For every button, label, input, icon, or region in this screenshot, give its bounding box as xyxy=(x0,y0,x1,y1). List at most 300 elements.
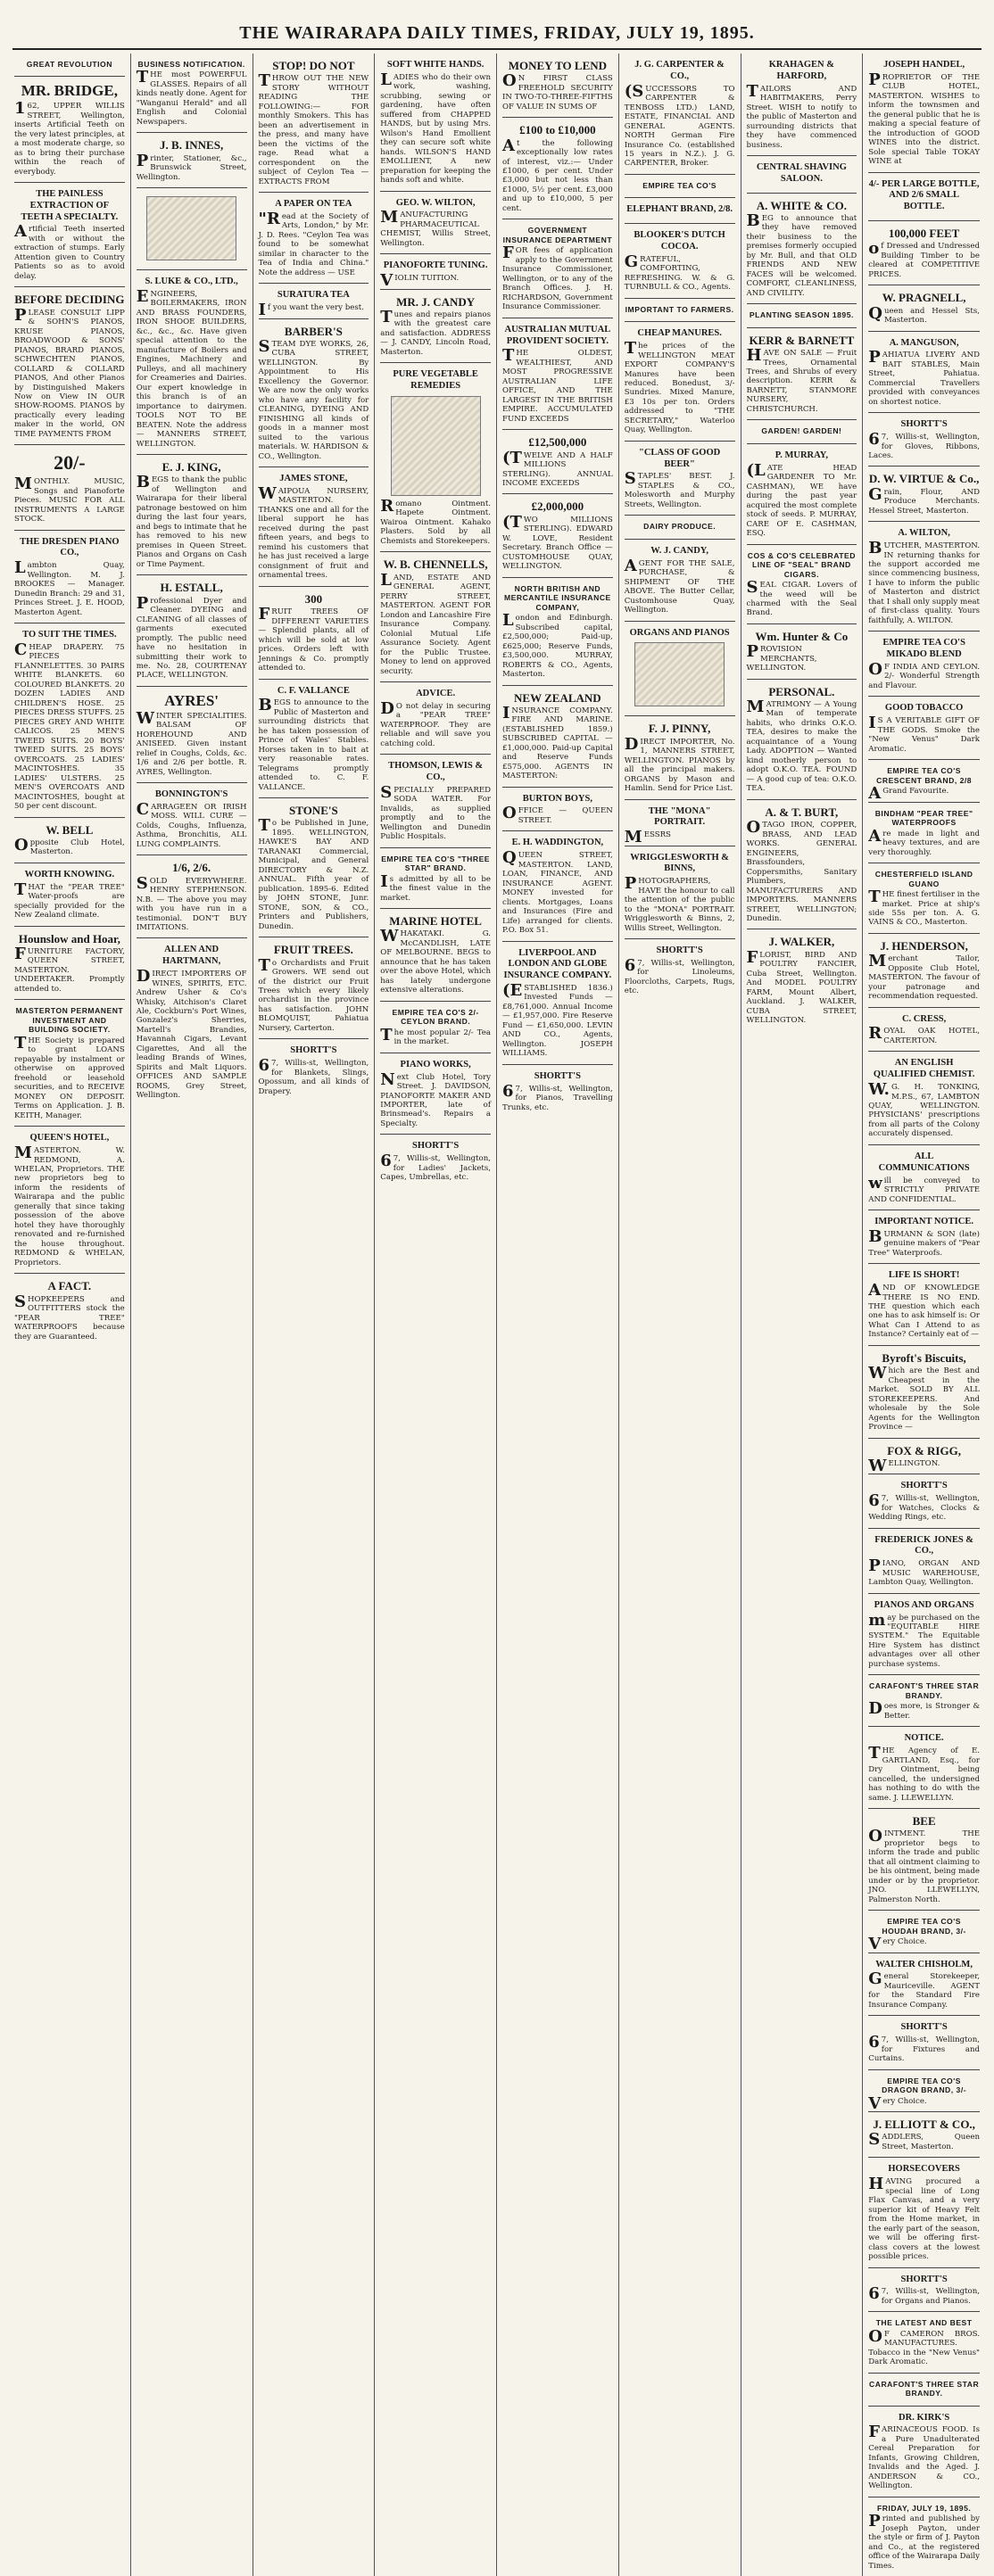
ad-body: HAVING procured a special line of Long Flax Canvas, and a very superior kit of Heavy Felt from the Home market, in the early part of the season, we will be offering first-class covers at the lowest possible prices. xyxy=(868,2175,980,2262)
ad-heading: STONE'S xyxy=(289,804,338,818)
ad-heading: Byroft's Biscuits, xyxy=(882,1350,966,1365)
advertisement xyxy=(625,299,735,322)
ad-heading: IMPORTANT NOTICE. xyxy=(874,1216,973,1226)
advertisement xyxy=(868,54,980,173)
advertisement xyxy=(868,466,980,522)
advertisement xyxy=(868,2268,980,2313)
column-8 xyxy=(863,54,985,2576)
ad-heading: MR. BRIDGE, xyxy=(21,82,118,100)
ad-body: MASTERTON. W. REDMOND, A. WHELAN, Proprietors. THE new proprietors beg to inform the residents of Wairarapa and the public generally that since taking possession of the above hotel they have thoroughly renovated and re-furnished the house throughout. REDMOND & WHELAN, Proprietors. xyxy=(14,1144,125,1267)
ad-body: 162, UPPER WILLIS STREET, Wellington, inserts Artificial Teeth on the very latest principles, at a most moderate charge, so as to bring their purchase within the reach of everybody. xyxy=(14,99,125,177)
advertisement xyxy=(625,846,735,940)
advertisement xyxy=(625,540,735,622)
ad-heading: DR. KIRK'S xyxy=(899,2412,950,2423)
ad-body: FURNITURE FACTORY, QUEEN STREET, MASTERTON. UNDERTAKER. Promptly attended to. xyxy=(14,944,125,994)
ad-heading: KRAHAGEN & HARFORD, xyxy=(768,60,834,81)
advertisement xyxy=(259,193,369,284)
ad-body: W.G. H. TONKING, M.P.S., 67, LAMBTON QUAY, WELLINGTON. PHYSICIANS' prescriptions from all parts of the Colony accurately dispensed. xyxy=(868,1080,980,1139)
advertisement xyxy=(868,2498,980,2576)
ad-heading: £2,000,000 xyxy=(531,500,584,514)
ad-heading: WALTER CHISHOLM, xyxy=(875,1959,973,1969)
ad-body: WAIPOUA NURSERY, MASTERTON. THANKS one and all for the liberal support he has received during the past fifteen years, and begs to remind his customers that he has just received a large consignment of fruit and ornamental trees. xyxy=(258,483,369,581)
ad-heading: AYRES' xyxy=(164,691,220,709)
advertisement xyxy=(502,788,613,832)
ad-heading: CHEAP MANURES. xyxy=(637,328,722,339)
ad-heading: A PAPER ON TEA xyxy=(275,199,352,210)
advertisement xyxy=(868,1474,980,1528)
ad-body: THAT the "PEAR TREE" Water-proofs are specially provided for the New Zealand climate. xyxy=(14,879,125,921)
columns-grid xyxy=(9,54,985,2571)
ad-heading: A. WILTON, xyxy=(898,528,950,539)
ad-body: DIRECT IMPORTER, No. 1, MANNERS STREET, WELLINGTON. PIANOS by all the principal makers. ORGANS by Mason and Hamlin. Send for Price List. xyxy=(624,734,735,794)
ad-body: (TWO MILLIONS STERLING). EDWARD W. LOVE, Resident Secretary. Branch Office — CUSTOMHOUSE QUAY, WELLINGTON. xyxy=(502,512,613,572)
ad-heading: MR. J. CANDY xyxy=(396,294,476,309)
advertisement xyxy=(625,224,735,299)
advertisement xyxy=(14,183,125,287)
ad-heading: JAMES STONE, xyxy=(279,474,348,484)
ad-heading: 1/6, 2/6. xyxy=(172,861,211,875)
ad-body: IS A VERITABLE GIFT OF THE GODS. Smoke the "New Venus" Dark Aromatic. xyxy=(868,714,980,754)
ad-body: will be conveyed to STRICTLY PRIVATE AND CONFIDENTIAL. xyxy=(868,1173,980,1204)
ad-body: CARRAGEEN OR IRISH MOSS. WILL CURE — Colds, Coughs, Influenza, Asthma, Bronchitis, ALL LUNG COMPLAINTS. xyxy=(136,799,247,849)
advertisement xyxy=(259,587,369,680)
advertisement xyxy=(137,455,247,575)
advertisement xyxy=(502,1065,613,1118)
advertisement xyxy=(747,929,857,1030)
advertisement xyxy=(868,1953,980,2017)
engraving-illustration xyxy=(391,396,481,496)
ad-body: LADIES who do their own work, washing, scrubbing, sewing or gardening, have often suffered from CHAPPED HANDS, but by using Mrs. Wilson's Hand Emollient they can secure soft white hands. WILSON'S HAND EMOLLIENT, A new preparation for keeping the hands soft and white. xyxy=(380,70,491,186)
ad-heading: BEFORE DECIDING xyxy=(14,293,125,307)
ad-body: WELLINGTON. xyxy=(868,1456,940,1475)
ad-heading: C. F. VALLANCE xyxy=(277,685,350,696)
ad-heading: AN ENGLISH QUALIFIED CHEMIST. xyxy=(873,1058,975,1080)
ad-heading: STOP! DO NOT xyxy=(272,59,355,72)
advertisement xyxy=(380,755,491,848)
ad-heading: GOOD TOBACCO xyxy=(884,703,964,714)
ad-body: PLEASE CONSULT LIPP & SOHN'S PIANOS, KRUSE PIANOS, BROADWOOD & SONS' PIANOS, BRARD PIANOS, SCHWECHTEN PIANOS, COLLARD & COLLARD PIANOS, And other Pianos by Distinguished Makers Now on View IN OUR SHOW-ROOMS. PIANOS by practically every leading maker in the world, ON TIME PAYMENTS FROM xyxy=(14,305,125,439)
ad-heading: NORTH BRITISH AND MERCANTILE INSURANCE COMPANY, xyxy=(503,583,611,612)
advertisement xyxy=(380,192,491,255)
ad-heading: BEE xyxy=(912,1814,936,1829)
advertisement xyxy=(625,198,735,224)
ad-heading: BONNINGTON'S xyxy=(154,789,228,800)
advertisement xyxy=(14,287,125,445)
advertisement xyxy=(259,937,369,1039)
ad-heading: 100,000 FEET xyxy=(888,227,960,241)
advertisement xyxy=(137,54,247,133)
ad-heading: THOMSON, LEWIS & CO., xyxy=(388,761,484,782)
ad-heading: W. BELL xyxy=(46,822,94,837)
ad-body: SHOPKEEPERS and OUTFITTERS stock the "PEAR TREE" WATERPROOFS because they are Guaranteed. xyxy=(14,1292,125,1342)
advertisement xyxy=(868,1210,980,1264)
advertisement xyxy=(868,2312,980,2373)
ad-body: AGrand Favourite. xyxy=(868,784,949,804)
ad-body: MANUFACTURING PHARMACEUTICAL CHEMIST, Willis Street, Wellington. xyxy=(380,208,491,248)
advertisement xyxy=(14,863,125,927)
ad-body: FARINACEOUS FOOD. Is a Pure Unadulterated Cereal Preparation for Infants, Growing Children, Invalids and the Aged. J. ANDERSON & CO., Wellington. xyxy=(868,2423,980,2491)
advertisement xyxy=(137,270,247,455)
ad-body: may be purchased on the "EQUITABLE HIRE SYSTEM." The Equitable Hire System has distinct advantages over all other purchase systems. xyxy=(868,1610,980,1669)
ad-body: (LATE HEAD GARDENER TO Mr. CASHMAN), WE have during the past year acquired the most complete stock of seeds. P. MURRAY, CARE OF E. CASHMAN, ESQ. xyxy=(746,460,857,539)
ad-body: Romano Ointment. Hapete Ointment. Wairoa Ointment. Kahako Plasters. Sold by all Chemists and Storekeepers. xyxy=(380,496,491,546)
advertisement xyxy=(868,2374,980,2407)
advertisement xyxy=(747,194,857,305)
ad-body: (ESTABLISHED 1836.) Invested Funds — £8,761,000. Annual Income — £1,957,000. Fire Reserve Fund — £1,650,000. LEVIN AND CO., Agents, Wellington. JOSEPH WILLIAMS. xyxy=(502,981,613,1059)
ad-heading: FOX & RIGG, xyxy=(887,1443,961,1457)
ad-body: Which are the Best and Cheapest in the Market. SOLD BY ALL STOREKEEPERS. And wholesale by the Sole Agents for the Wellington Province — xyxy=(868,1364,980,1432)
ad-heading: CARAFONT'S THREE STAR BRANDY. xyxy=(869,2379,980,2398)
ad-heading: S. LUKE & CO., LTD., xyxy=(145,277,238,287)
ad-heading: SHORTT'S xyxy=(656,945,703,956)
advertisement xyxy=(14,1274,125,1347)
ad-body: "Read at the Society of Arts, London," by Mr. J. D. Rees. "Ceylon Tea was found to be somewhat similar in character to the Tea of India and China." Note the address — USE xyxy=(258,209,369,277)
ad-body: Merchant Tailor, Opposite Club Hotel, MASTERTON. The favour of your patronage and recommendation requested. xyxy=(868,952,980,1002)
ad-body: Is admitted by all to be the finest value in the market. xyxy=(380,871,491,903)
ad-heading: FRUIT TREES. xyxy=(273,943,353,957)
ad-body: Professional Dyer and Cleaner. DYEING and CLEANING of all classes of garments executed promptly. The public need have no hesitation in submitting their work to me. No. 28, COURTENAY PLACE, WELLINGTON. xyxy=(136,593,247,681)
advertisement xyxy=(380,682,491,755)
advertisement xyxy=(747,680,857,800)
advertisement xyxy=(259,1039,369,1102)
ad-body: 67, Willis-st, Wellington, for Ladies' Jackets, Capes, Umbrellas, etc. xyxy=(380,1152,491,1183)
ad-body: OF INDIA AND CEYLON. 2/- Wonderful Strength and Flavour. xyxy=(868,659,980,690)
ad-heading: A FACT. xyxy=(47,1279,92,1293)
advertisement xyxy=(137,575,247,687)
advertisement xyxy=(502,494,613,577)
ad-body: OF CAMERON BROS. MANUFACTURES. Tobacco in the "New Venus" Dark Aromatic. xyxy=(868,2326,980,2367)
ad-heading: EMPIRE TEA CO'S DRAGON BRAND, 3/- xyxy=(882,2076,967,2095)
ad-body: WINTER SPECIALITIES. BALSAM OF HOREHOUND AND ANISEED. Given instant relief in Coughs, Colds, &c. 1/6 and 2/6 per bottle. R. AYRES, Wellington. xyxy=(136,708,247,777)
ad-body: At the following exceptionally low rates of interest, viz.:— Under £1000, 6 per cent. Under £3,000 but not less than £1000, 5½ per cent. £3,000 and up to £10,000, 5 per cent. xyxy=(502,136,613,213)
ad-body: THE finest fertiliser in the market. Price at ship's side 55s per ton. A. G. VAINS & CO., Masterton. xyxy=(868,888,980,928)
ad-heading: LIFE IS SHORT! xyxy=(888,1270,960,1281)
ad-heading: NOTICE. xyxy=(904,1733,944,1744)
column-2 xyxy=(131,54,253,2576)
ad-heading: PLANTING SEASON 1895. xyxy=(749,310,854,320)
ad-heading: IMPORTANT TO FARMERS. xyxy=(625,304,734,314)
ad-body: PAHIATUA LIVERY AND BAIT STABLES, Main Street, Pahiatua. Commercial Travellers provided with conveyances on shortest notice. xyxy=(868,348,980,407)
ad-body: OFFICE — QUEEN STREET. xyxy=(502,804,613,825)
ad-body: Are made in light and heavy textures, and are very thoroughly. xyxy=(868,826,980,857)
advertisement xyxy=(380,552,491,682)
ad-heading: BINDHAM "PEAR TREE" WATERPROOFS xyxy=(874,808,973,828)
ad-heading: £12,500,000 xyxy=(528,435,587,450)
ad-heading: BARBER'S xyxy=(284,324,343,338)
ad-heading: SHORTT'S xyxy=(900,1481,948,1491)
ad-heading: J. WALKER, xyxy=(768,935,835,949)
advertisement xyxy=(502,942,613,1065)
ad-body: DIRECT IMPORTERS OF WINES, SPIRITS, ETC. Andrew Usher & Co's Whisky, Aitchison's Claret Ale, Cockburn's Port Wines, Gonzalez's Sherries, Martell's Brandies, Havannah Cigars, Levant Cigarettes, And all the leading Brands of Wines, Spirits and Malt Liquors. OFFICES AND SAMPLE ROOMS, Grey Street, Wellington. xyxy=(136,967,247,1101)
ad-body: (SUCCESSORS TO CARPENTER & TENBOSS LTD.) LAND, ESTATE, FINANCIAL AND GENERAL AGENTS. NORTH German Fire Insurance Co. (established 15 years in N.Z.). J. G. CARPENTER, Broker. xyxy=(624,81,735,169)
advertisement xyxy=(868,1911,980,1953)
advertisement xyxy=(868,1675,980,1727)
ad-body: BEG to announce that they have removed their business to the premises formerly occupied by Mr. Bull, and that OLD FRIENDS AND NEW FACES will be welcomed. COMFORT, CLEANLINESS, AND CIVILITY. xyxy=(746,211,857,298)
advertisement xyxy=(259,54,369,193)
ad-heading: BURTON BOYS, xyxy=(522,793,592,804)
ad-heading: LIVERPOOL AND LONDON AND GLOBE INSURANCE COMPANY. xyxy=(503,947,612,981)
column-3 xyxy=(253,54,376,2576)
ad-body: MATRIMONY — A Young Man of temperate habits, who drinks O.K.O. TEA, desires to make the acquaintance of a Young Lady. ADOPTION — Wanted kind motherly person to adopt O.K.O. TEA. FOUND — A good cup of tea: O.K.O. TEA. xyxy=(746,698,857,794)
ad-body: THE most POWERFUL GLASSES. Repairs of all kinds neatly done. Agent for "Wanganui Herald" and all English and Colonial Newspapers. xyxy=(136,68,247,127)
advertisement xyxy=(868,863,980,934)
ad-heading: GREAT REVOLUTION xyxy=(26,60,112,69)
advertisement xyxy=(380,909,491,1002)
ad-body: HAVE ON SALE — Fruit Trees, Ornamental Trees, and Shrubs of every description. KERR & BARNETT, STANMORE NURSERY, CHRISTCHURCH. xyxy=(746,346,857,414)
advertisement xyxy=(868,760,980,802)
ad-heading: GOVERNMENT INSURANCE DEPARTMENT xyxy=(502,226,613,244)
advertisement xyxy=(747,420,857,443)
ad-heading: FRIDAY, JULY 19, 1895. xyxy=(876,2503,972,2513)
advertisement xyxy=(747,156,857,194)
ad-heading: EMPIRE TEA CO'S CRESCENT BRAND, 2/8 xyxy=(876,766,973,785)
advertisement xyxy=(625,622,735,717)
ad-heading: KERR & BARNETT xyxy=(749,333,855,347)
advertisement xyxy=(625,800,735,846)
advertisement xyxy=(14,623,125,818)
ad-heading: THE "MONA" PORTRAIT. xyxy=(648,805,711,828)
ad-body: SOLD EVERYWHERE. HENRY STEPHENSON. N.B. — The above you may with you have run in a testimonial. DON'T BUY IMITATIONS. xyxy=(136,873,247,932)
ad-body: TAILORS AND HABITMAKERS, Perry Street. WISH to notify to the public of Masterton and surrounding districts that they have commenced business. xyxy=(746,81,857,150)
ad-body: PROVISION MERCHANTS, WELLINGTON. xyxy=(746,642,817,673)
ad-heading: 300 xyxy=(304,591,323,606)
ad-heading: A. MANGUSON, xyxy=(889,337,959,348)
ad-heading: PIANOS AND ORGANS xyxy=(874,1599,974,1610)
advertisement xyxy=(868,2070,980,2112)
ad-body: The most popular 2/- Tea in the market. xyxy=(380,1025,491,1047)
ad-heading: EMPIRE TEA CO'S 2/- CEYLON BRAND. xyxy=(392,1007,479,1027)
ad-body: Next Club Hotel, Tory Street. J. DAVIDSON, PIANOFORTE MAKER AND IMPORTER, late of Brinsmead's. Repairs a Specialty. xyxy=(380,1069,491,1128)
ad-heading: J. G. CARPENTER & CO., xyxy=(634,60,725,81)
ad-heading: 20/- xyxy=(54,451,86,475)
ad-body: Lambton Quay, Wellington. M. J. BROOKES — Manager. Dunedin Branch: 29 and 31, Princes Street. J. E. HOOD, Masterton Agent. xyxy=(14,558,125,617)
masthead xyxy=(12,18,982,50)
ad-body: (TWELVE AND A HALF MILLIONS STERLING). ANNUAL INCOME EXCEEDS xyxy=(502,448,613,488)
ad-body: SADDLERS, Queen Street, Masterton. xyxy=(868,2130,980,2151)
advertisement xyxy=(380,54,491,192)
ad-heading: CHESTERFIELD ISLAND GUANO xyxy=(874,870,973,888)
ad-body: 67, Willis-st, Wellington, for Fixtures and Curtains. xyxy=(868,2033,980,2064)
ad-heading: EMPIRE TEA CO'S xyxy=(642,180,717,190)
advertisement xyxy=(868,1439,980,1475)
advertisement xyxy=(14,77,125,183)
advertisement xyxy=(747,800,857,930)
ad-body: OTAGO IRON, COPPER, BRASS, AND LEAD WORKS. GENERAL ENGINEERS, Brassfounders, Coppersmiths, Sanitary Plumbers, MANUFACTURERS AND IMPORTERS. MANNERS STREET, WELLINGTON; Dunedin. xyxy=(746,818,857,923)
ad-body: Artificial Teeth inserted with or without the extraction of stumps. Early Attention given to Country Patients so as to avoid delay. xyxy=(14,222,125,281)
ad-heading: SURATURA TEA xyxy=(277,290,350,301)
ad-heading: H. ESTALL, xyxy=(160,581,223,595)
ad-body: of Dressed and Undressed Building Timber to be cleared at COMPETITIVE PRICES. xyxy=(868,239,980,279)
advertisement xyxy=(868,2158,980,2267)
ad-heading: WRIGGLESWORTH & BINNS, xyxy=(630,852,730,874)
ad-heading: BLOOKER'S DUTCH COCOA. xyxy=(634,230,725,252)
ad-body: WHAKATAKI. G. McCANDLISH, LATE OF MELBOURNE. BEGS to announce that he has taken over the above Hotel, which has lately undergone extensive alterations. xyxy=(380,927,491,995)
ad-body: THROW OUT THE NEW STORY WITHOUT READING THE FOLLOWING:— FOR monthly Smokers. This has been an advertisement in the press, and many have been the victims of the rage. Read what a correspondent on the subject of Ceylon Tea — EXTRACTS FROM xyxy=(258,71,369,186)
ad-heading: SOFT WHITE HANDS. xyxy=(386,60,485,70)
ad-heading: J. ELLIOTT & CO., xyxy=(873,2118,975,2132)
ad-heading: CARAFONT'S THREE STAR BRANDY. xyxy=(869,1681,980,1700)
ad-heading: BUSINESS NOTIFICATION. xyxy=(137,60,245,69)
ad-heading: MASTERTON PERMANENT INVESTMENT AND BUILDING SOCIETY. xyxy=(15,1006,124,1035)
ad-body: Very Choice. xyxy=(868,1935,927,1954)
ad-body: THE Agency of E. GARTLAND, Esq., for Dry Ointment, being cancelled, the undersigned has nothing to do with the same. J. LLEWELLYN. xyxy=(868,1744,980,1803)
ad-heading: ALL COMMUNICATIONS xyxy=(878,1151,970,1173)
ad-body: The prices of the WELLINGTON MEAT EXPORT COMPANY'S Manures have been reduced. Bonedust, 3/- Sundries. Mixed Manure, £3 10s per ton. Orders addressed to "THE SECRETARY," Waterloo Quay, Wellington. xyxy=(624,339,735,435)
ad-body: ON FIRST CLASS FREEHOLD SECURITY IN TWO-TO-THREE-FIFTHS OF VALUE IN SUMS OF xyxy=(502,71,613,111)
advertisement xyxy=(625,716,735,799)
advertisement xyxy=(14,927,125,1001)
advertisement xyxy=(625,175,735,198)
ad-body: 67, Willis-st, Wellington, for Blankets, Slings, Opossum, and all kinds of Drapery. xyxy=(258,1056,369,1096)
ad-body: QUEEN STREET, MASTERTON. LAND, LOAN, FINANCE, AND INSURANCE AGENT. MONEY invested for clients. Mortgages, Loans and Insurances (Fire and Life) arranged for clients. P.O. Box 51. xyxy=(502,848,613,936)
advertisement xyxy=(868,285,980,331)
advertisement xyxy=(747,328,857,421)
ad-body: OINTMENT. THE proprietor begs to inform the trade and public that all ointment claiming to be his ointment, being made under or by the proprietor. JNO. LLEWELLYN, Palmerston North. xyxy=(868,1827,980,1904)
ad-heading: D. W. VIRTUE & Co., xyxy=(868,472,980,486)
ad-heading: PURE VEGETABLE REMEDIES xyxy=(393,369,478,392)
advertisement xyxy=(868,2112,980,2158)
advertisement xyxy=(14,531,125,624)
advertisement xyxy=(868,1809,980,1911)
ad-heading: JOSEPH HANDEL, xyxy=(883,60,965,70)
ad-heading: AUSTRALIAN MUTUAL PROVIDENT SOCIETY. xyxy=(504,324,611,346)
ad-heading: W. J. CANDY, xyxy=(650,545,709,556)
advertisement xyxy=(868,332,980,414)
ad-body: THE Society is prepared to grant LOANS repayable by instalment or otherwise on approved freehold or leasehold securities, and to RECEIVE MONEY ON DEPOSIT. Terms on Application. J. B. KEITH, Manager. xyxy=(14,1033,125,1120)
ad-body: To be Published in June, 1895. WELLINGTON, HAWKE'S BAY AND TARANAKI Commercial, Municipal, and General DIRECTORY & N.Z. ANNUAL. Fifth year of publication. 1895-6. Edited by JOHN STONE, Junr. STONE, SON, & CO., Printers and Publishers, Dunedin. xyxy=(258,816,369,931)
advertisement xyxy=(868,1346,980,1439)
advertisement xyxy=(259,284,369,318)
ad-body: STAPLES' BEST. J. STAPLES & CO., Molesworth and Murphy Streets, Wellington. xyxy=(624,469,735,509)
ad-heading: TO SUIT THE TIMES. xyxy=(22,630,117,640)
ad-body: THE OLDEST, WEALTHIEST, AND MOST PROGRESSIVE AUSTRALIAN LIFE OFFICE, AND THE LARGEST IN THE BRITISH EMPIRE. ACCUMULATED FUND EXCEEDS xyxy=(502,346,613,424)
ad-heading: THE PAINLESS EXTRACTION OF TEETH A SPECIALTY. xyxy=(21,189,119,222)
ad-body: AGENT FOR THE SALE, PURCHASE, & SHIPMENT OF THE ABOVE. The Butter Cellar, Customhouse Quay, Wellington. xyxy=(624,556,735,615)
ad-heading: CENTRAL SHAVING SALOON. xyxy=(756,161,847,184)
ad-heading: THE DRESDEN PIANO CO., xyxy=(20,536,120,558)
ad-body: INSURANCE COMPANY. FIRE AND MARINE. (ESTABLISHED 1859.) SUBSCRIBED CAPITAL — £1,000,000. Paid-up Capital and Reserve Funds £575,000. AGENTS IN MASTERTON: xyxy=(502,703,613,781)
advertisement xyxy=(380,363,491,552)
advertisement xyxy=(625,516,735,539)
ad-body: CHEAP DRAPERY. 75 PIECES FLANNELETTES. 30 PAIRS WHITE BLANKETS. 60 COLOURED BLANKETS. 20 DOZEN LADIES AND CHILDREN'S HOSE. 25 PIECES DRESS STUFFS. 25 PIECES GREY AND WHITE CALICOS. 25 MEN'S TWEED SUITS. 20 BOYS' TWEED SUITS. 25 BOYS' OVERCOATS. 25 LADIES' MACINTOSHES. 35 LADIES' ULSTERS. 25 MEN'S OVERCOATS AND MACINTOSHES, bought at 50 per cent discount. xyxy=(14,640,125,812)
advertisement xyxy=(380,1002,491,1053)
ad-heading: FREDERICK JONES & CO., xyxy=(874,1534,974,1556)
advertisement xyxy=(868,697,980,760)
column-7 xyxy=(741,54,864,2576)
ad-body: DO not delay in securing a "PEAR TREE" WATERPROOF. They are reliable and will save you catching cold. xyxy=(380,698,491,748)
advertisement xyxy=(625,442,735,516)
ad-body: 67, Willis-st, Wellington, for Pianos, Travelling Trunks, etc. xyxy=(502,1081,613,1112)
advertisement xyxy=(625,322,735,442)
ad-heading: EMPIRE TEA CO'S "THREE STAR" BRAND. xyxy=(381,854,491,873)
ad-heading: Wm. Hunter & Co xyxy=(755,629,849,643)
advertisement xyxy=(747,54,857,156)
ad-body: SEAL CIGAR. Lovers of the weed will be charmed with the Seal Brand. xyxy=(746,578,857,618)
ad-heading: ORGANS AND PIANOS xyxy=(629,627,730,638)
ad-heading: GEO. W. WILTON, xyxy=(395,197,476,208)
advertisement xyxy=(137,783,247,855)
advertisement xyxy=(380,848,491,909)
ad-heading: COS & CO'S CELEBRATED LINE OF "SEAL" BRAND CIGARS. xyxy=(747,550,856,579)
advertisement xyxy=(137,188,247,270)
advertisement xyxy=(380,1053,491,1135)
ad-heading: PERSONAL. xyxy=(768,684,835,698)
advertisement xyxy=(502,686,613,788)
ad-heading: MONEY TO LEND xyxy=(508,59,608,72)
advertisement xyxy=(14,1000,125,1127)
advertisement xyxy=(14,818,125,863)
advertisement xyxy=(502,318,613,430)
ad-heading: ALLEN AND HARTMANN, xyxy=(162,945,221,967)
ad-body: Queen and Hessel Sts, Masterton. xyxy=(868,303,980,326)
ad-heading: E. J. KING, xyxy=(162,460,221,475)
advertisement xyxy=(502,578,613,686)
advertisement xyxy=(868,632,980,697)
ad-body: General Storekeeper, Mauriceville. AGENT for the Standard Fire Insurance Company. xyxy=(868,1969,980,2010)
advertisement xyxy=(868,1008,980,1053)
ad-heading: QUEEN'S HOTEL, xyxy=(29,1133,110,1144)
advertisement xyxy=(380,254,491,289)
ad-body: ENGINEERS, BOILERMAKERS, IRON AND BRASS FOUNDERS, IRON SHOOE BUILDERS, &c., &c., &c. Have given special attention to the manufacture of Boilers and Engines, Machinery and Pulleys, and all machinery for Creameries and Dairies. Our expert knowledge in this branch is of an importance to dairymen. TOOLS NOT TO BE BEATEN. Note the address — MANNERS STREET, WELLINGTON. xyxy=(136,286,247,449)
ad-heading: W. B. CHENNELLS, xyxy=(383,557,488,572)
advertisement xyxy=(868,522,980,632)
ad-body: Grain, Flour, AND Produce Merchants. Hessel Street, Masterton. xyxy=(868,484,980,516)
ad-heading: SHORTT'S xyxy=(900,2274,948,2284)
advertisement xyxy=(137,855,247,938)
ad-heading: "CLASS OF GOOD BEER" xyxy=(639,447,721,469)
ad-heading: A. & T. BURT, xyxy=(765,805,839,819)
column-4 xyxy=(375,54,497,2576)
ad-body: LAND, ESTATE AND GENERAL AGENT, PERRY STREET, MASTERTON. AGENT FOR London and Lancashire Fire Insurance Company. Colonial Mutual Life Assurance Society. Agent for the Public Trustee. Money to lend on approved security. xyxy=(380,570,491,676)
ad-body: 67, Willis-st, Wellington, for Organs and Pianos. xyxy=(868,2284,980,2306)
advertisement xyxy=(380,1135,491,1187)
ad-body: Does more, is Stronger & Better. xyxy=(868,1699,980,1721)
engraving-illustration xyxy=(634,642,725,706)
ad-heading: ADVICE. xyxy=(416,688,456,698)
ad-heading: SHORTT'S xyxy=(290,1045,337,1056)
ad-heading: PIANOFORTE TUNING. xyxy=(383,260,488,271)
advertisement xyxy=(137,938,247,1105)
advertisement xyxy=(14,1127,125,1274)
ad-body: FOR fees of application apply to the Government Insurance Commissioner, Wellington, or to any of the Branch Offices. J. H. RICHARDSON, Government Insurance Commissioner. xyxy=(502,244,613,312)
ad-body: MESSRS xyxy=(624,828,671,847)
ad-heading: SHORTT'S xyxy=(534,1070,581,1081)
ad-heading: MARINE HOTEL xyxy=(389,914,482,929)
advertisement xyxy=(502,118,613,219)
column-1 xyxy=(9,54,131,2576)
ad-heading: DAIRY PRODUCE. xyxy=(643,522,717,532)
advertisement xyxy=(868,934,980,1008)
advertisement xyxy=(868,413,980,466)
ad-heading: NEW ZEALAND xyxy=(514,690,601,705)
ad-heading: SHORTT'S xyxy=(900,419,948,430)
ad-body: GRATEFUL, COMFORTING, REFRESHING. W. & G. TURNBULL & CO., Agents. xyxy=(624,252,735,293)
ad-heading: J. B. INNES, xyxy=(160,138,224,153)
advertisement xyxy=(868,1145,980,1210)
advertisement xyxy=(747,304,857,327)
advertisement xyxy=(502,831,613,941)
advertisement xyxy=(259,319,369,468)
ad-heading: Hounslow and Hoar, xyxy=(18,931,120,945)
newspaper-title: THE WAIRARAPA DAILY TIMES, FRIDAY, JULY 19, 1895. xyxy=(239,22,755,43)
advertisement xyxy=(747,444,857,545)
ad-body: Very Choice. xyxy=(868,2093,927,2113)
ad-heading: EMPIRE TEA CO'S HOUDAH BRAND, 3/- xyxy=(882,1917,966,1936)
advertisement xyxy=(502,219,613,318)
ad-heading: ELEPHANT BRAND, 2/8. xyxy=(626,204,733,215)
ad-body: MONTHLY. MUSIC, Songs and Pianoforte Pieces. MUSIC FOR ALL INSTRUMENTS A LARGE STOCK. xyxy=(14,475,125,524)
ad-body: 67, Willis-st, Wellington, for Linoleums, Floorcloths, Carpets, Rugs, etc. xyxy=(624,955,735,996)
